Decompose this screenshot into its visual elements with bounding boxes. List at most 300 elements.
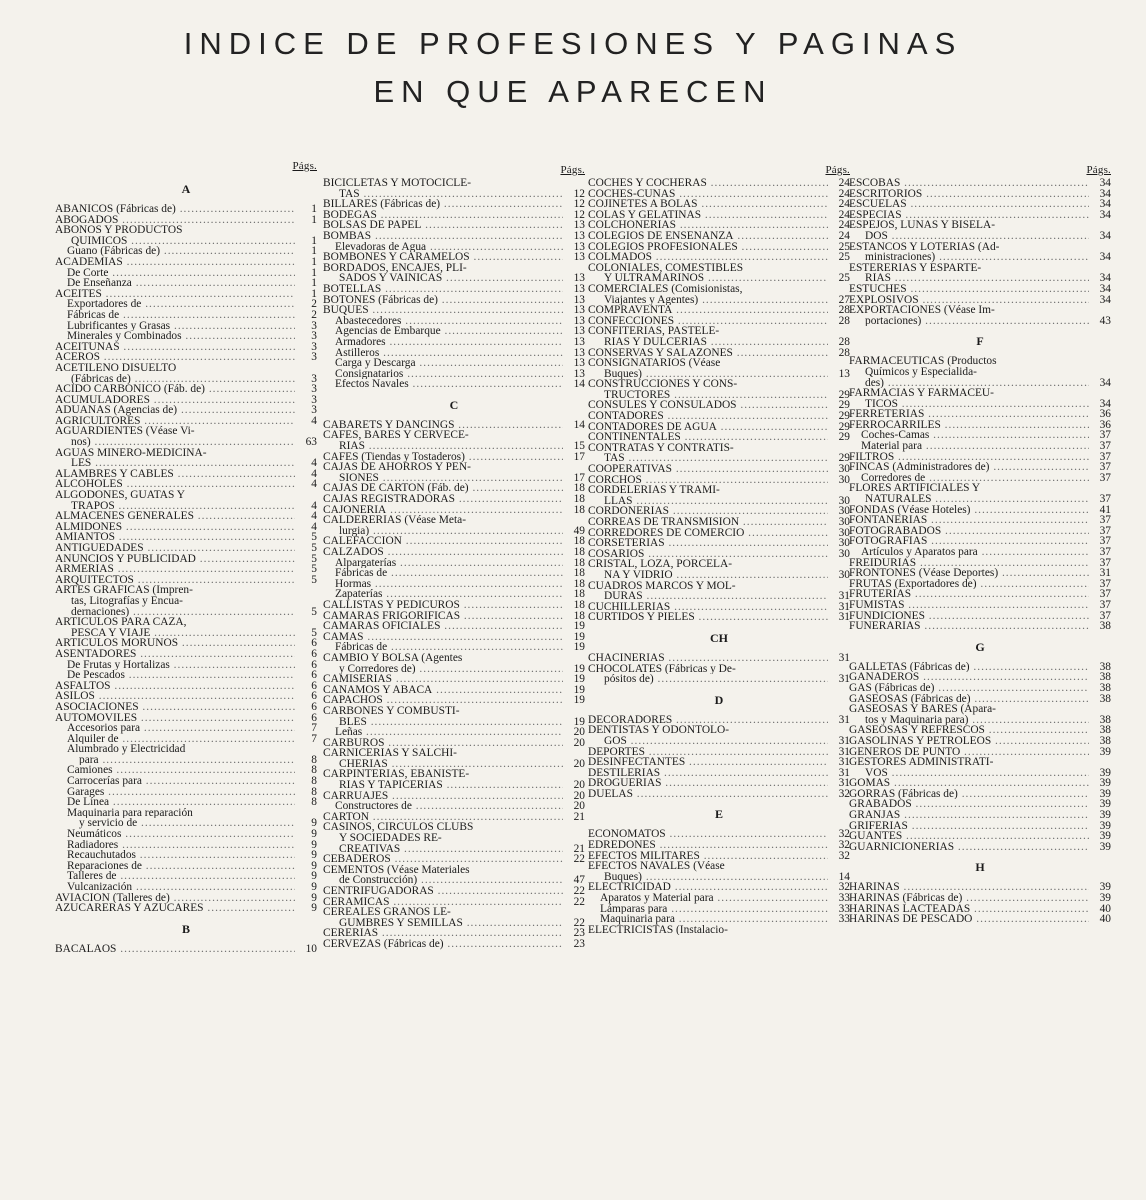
entry-label: CONSULES Y CONSULADOS ..... [588,400,828,411]
entry-page: 10 [305,942,317,955]
pages-header: Págs. [1086,164,1111,176]
entry-page: 39 [1099,798,1111,811]
entry-label: Guano (Fábricas de) ..... [55,246,295,257]
entry-label: tos y Maquinaria para) ..... [849,715,1089,726]
index-entry [849,821,1111,832]
index-entry [588,757,850,768]
entry-page: 31 [838,600,850,613]
entry-label: Y ULTRAMARINOS ..... [588,273,828,284]
index-entry [849,515,1111,526]
index-entry [588,242,850,253]
index-entry [55,670,317,681]
entry-page: 20 [573,800,585,813]
entry-label: DURAS ..... [588,591,828,602]
index-entry [588,559,850,570]
entry-page: 29 [838,410,850,423]
entry-label: COLAS Y GELATINAS ..... [588,210,828,221]
entry-page: 37 [1099,450,1111,463]
entry-page: 19 [573,673,585,686]
index-entry [588,305,850,316]
entry-page: 7 [311,732,317,745]
index-entry [55,204,317,215]
entry-page: 37 [1099,461,1111,474]
entry-label: FOTOGRABADOS ..... [849,526,1089,537]
index-entry [849,430,1111,441]
index-entry [588,326,850,337]
index-entry [55,374,317,385]
index-entry [323,273,585,284]
entry-page: 49 [573,524,585,537]
entry-page: 14 [573,418,585,431]
entry-page: 5 [311,563,317,576]
entry-page: 38 [1099,724,1111,737]
entry-label: ARMERIAS ..... [55,564,295,575]
entry-label: CAMBIO Y BOLSA (Agentes [323,652,463,664]
entry-label: ministraciones) ..... [849,252,1089,263]
entry-page: 18 [573,556,585,569]
index-entry [588,538,850,549]
entry-page: 8 [311,785,317,798]
entry-label: ARTICULOS PARA CAZA, [55,617,187,628]
entry-label: LES ..... [55,458,295,469]
index-entry [588,789,850,800]
index-entry [849,799,1111,810]
index-entry [849,600,1111,611]
entry-label: TAS ..... [588,453,828,464]
entry-page: 5 [311,542,317,554]
index-entry [55,310,317,321]
entry-page: 20 [573,757,585,770]
entry-page: 43 [1099,314,1111,327]
index-entry [849,295,1111,306]
entry-label: Artículos y Aparatos para ..... [849,547,1089,558]
index-entry [55,840,317,851]
entry-label: portaciones) ..... [849,316,1089,327]
entry-label: NATURALES ..... [849,494,1089,505]
entry-page: 13 [573,325,585,338]
index-entry [849,505,1111,516]
entry-page: 4 [311,478,317,491]
index-entry [55,776,317,787]
entry-label: TRAPOS ..... [55,501,295,512]
index-entry [323,791,585,802]
entry-label: COLEGIOS DE ENSEÑANZA ..... [588,231,828,242]
entry-label: ALGODONES, GUATAS Y [55,490,185,501]
entry-label: Aparatos y Material para ..... [588,893,828,904]
entry-label: CALLISTAS Y PEDICUROS ..... [323,600,563,611]
index-entry [323,348,585,359]
entry-label: LLAS ..... [588,496,828,507]
entry-page: 1 [311,245,317,258]
index-entry [323,759,585,770]
index-entry [849,789,1111,800]
entry-label: AGUAS MINERO-MEDICINA- [55,447,207,459]
index-entry [55,437,317,448]
index-entry [849,526,1111,537]
entry-label: CENTRIFUGADORAS ..... [323,886,563,897]
entry-page: 32 [838,881,850,894]
entry-page: 5 [311,531,317,544]
index-entry [849,388,1111,399]
entry-label: Recauchutados ..... [55,850,295,861]
entry-page: 3 [311,351,317,364]
index-entry [588,861,850,872]
index-entry [55,861,317,872]
index-entry [588,263,850,274]
entry-page: 4 [311,510,317,523]
entry-label: COMERCIALES (Comisionistas, [588,283,743,295]
entry-label: Carrocerías para ..... [55,776,295,787]
index-entry [849,263,1111,274]
index-entry [849,704,1111,715]
index-entry [55,734,317,745]
index-column-2 [323,158,585,950]
entry-label: COOPERATIVAS ..... [588,464,828,475]
entry-page: 18 [573,503,585,516]
entry-label: Constructores de ..... [323,801,563,812]
entry-label: BILLARES (Fábricas de) ..... [323,199,563,210]
entry-page: 12 [573,208,585,221]
entry-page: 34 [1099,208,1111,221]
index-entry [588,829,850,840]
index-entry [55,416,317,427]
index-entry [849,715,1111,726]
entry-page: 18 [573,546,585,558]
entry-page: 39 [1099,809,1111,822]
entry-label: para ..... [55,755,295,766]
entry-page: 22 [573,853,585,866]
index-entry [323,865,585,876]
entry-label: PESCA Y VIAJE ..... [55,628,295,639]
entry-page: 20 [573,789,585,802]
index-entry [323,369,585,380]
index-entry [323,801,585,812]
entry-label: HARINAS DE PESCADO ..... [849,914,1089,925]
entry-label: Maquinaria para reparación [67,807,193,819]
entry-label: ABOGADOS ..... [55,215,295,226]
entry-label: Radiadores ..... [55,840,295,851]
index-entry [323,178,585,189]
index-entry [849,441,1111,452]
index-entry [323,316,585,327]
index-entry [849,579,1111,590]
index-entry [849,736,1111,747]
entry-page: 32 [838,787,850,800]
entry-page: 36 [1099,418,1111,431]
entry-label: DOS ..... [849,231,1089,242]
entry-label: EFECTOS MILITARES ..... [588,851,828,862]
index-entry [849,210,1111,221]
index-entry [55,384,317,395]
entry-page: 38 [1099,734,1111,747]
entry-label: GANADEROS ..... [849,672,1089,683]
index-entry [323,632,585,643]
index-entry [323,420,585,431]
entry-label: Accesorios para ..... [55,723,295,734]
entry-label: ASOCIACIONES ..... [55,702,295,713]
entry-page: 9 [311,817,317,830]
index-entry [588,904,850,915]
entry-page: 30 [838,547,850,560]
entry-page: 36 [1099,408,1111,421]
index-entry [55,903,317,914]
index-entry [588,316,850,327]
entry-label: Buques) ..... [588,369,828,380]
index-entry [849,252,1111,263]
entry-label: COCHES Y COCHERAS ..... [588,178,828,189]
entry-label: Exportadores de ..... [55,299,295,310]
entry-page: 34 [1099,198,1111,211]
entry-page: 1 [311,213,317,226]
entry-label: GRABADOS ..... [849,799,1089,810]
entry-label: BOTONES (Fábricas de) ..... [323,295,563,306]
entry-label: DECORADORES ..... [588,715,828,726]
index-entry [588,517,850,528]
entry-page: 37 [1099,535,1111,548]
entry-label: FUNDICIONES ..... [849,611,1089,622]
entry-label: CONSERVAS Y SALAZONES ..... [588,348,828,359]
index-entry [55,321,317,332]
entry-page: 31 [838,590,850,603]
entry-label: GASEOSAS Y BARES (Apara- [849,704,996,715]
index-entry [55,522,317,533]
index-entry [55,246,317,257]
entry-label: HARINAS (Fábricas de) ..... [849,893,1089,904]
entry-label: Garages ..... [55,787,295,798]
entry-label: ACADEMIAS ..... [55,257,295,268]
entry-page: 39 [1099,777,1111,790]
entry-page: 31 [1099,567,1111,580]
section-letter: E [714,807,723,822]
entry-label: Zapaterías ..... [323,589,563,600]
entry-page: 39 [1099,787,1111,800]
index-entry [588,358,850,369]
entry-label: CAMARAS OFICIALES ..... [323,621,563,632]
entry-page: 32 [838,828,850,841]
entry-label: CREATIVAS ..... [323,844,563,855]
entry-label: CARRUAJES ..... [323,791,563,802]
entry-page: 9 [311,902,317,915]
entry-page: 31 [838,756,850,769]
entry-label: ESTANCOS Y LOTERIAS (Ad- [849,241,1000,253]
entry-label: BORDADOS, ENCAJES, PLI- [323,262,467,274]
entry-page: 28 [838,304,850,317]
entry-label: CAJAS REGISTRADORAS ..... [323,494,563,505]
entry-page: 37 [1099,471,1111,484]
entry-page: 13 [573,367,585,380]
index-entry [588,199,850,210]
index-entry [323,579,585,590]
entry-label: ACETILENO DISUELTO [55,362,177,374]
index-entry [849,536,1111,547]
entry-page: 21 [573,842,585,855]
index-entry [55,458,317,469]
entry-label: FLORES ARTIFICIALES Y [849,483,981,495]
entry-label: CURTIDOS Y PIELES ..... [588,612,828,623]
index-entry [588,715,850,726]
entry-page: 28 [838,314,850,327]
entry-page: 1 [311,203,317,215]
entry-page: 8 [311,775,317,788]
entry-label: BLES ..... [323,717,563,728]
entry-page: 39 [1099,840,1111,853]
entry-page: 22 [573,885,585,897]
entry-page: 13 [573,219,585,232]
index-entry [323,483,585,494]
index-entry [588,570,850,581]
index-entry [849,378,1111,389]
entry-page: 34 [1099,272,1111,285]
index-entry [323,875,585,886]
index-entry [323,685,585,696]
entry-label: ASILOS ..... [55,691,295,702]
entry-label: EDREDONES ..... [588,840,828,851]
index-entry [55,405,317,416]
entry-page: 29 [838,399,850,412]
entry-label: CEREALES GRANOS LE- [323,907,451,918]
entry-label: ESCOBAS ..... [849,178,1089,189]
entry-label: y servicio de ..... [55,818,295,829]
entry-page: 34 [1099,397,1111,410]
index-entry [323,621,585,632]
entry-label: AGUARDIENTES (Véase Vi- [55,426,195,438]
index-entry [55,554,317,565]
entry-label: ESCUELAS ..... [849,199,1089,210]
entry-label: Astilleros ..... [323,348,563,359]
index-entry [588,443,850,454]
entry-label: BOMBONES Y CARAMELOS ..... [323,252,563,263]
entry-label: DROGUERIAS ..... [588,778,828,789]
entry-label: CALEFACCION ..... [323,536,563,547]
entry-page: 31 [838,713,850,726]
entry-label: De Enseñanza ..... [55,278,295,289]
entry-page: 24 [838,177,850,189]
index-entry [323,326,585,337]
pages-header: Págs. [560,164,585,176]
entry-page: 6 [311,669,317,682]
index-entry [849,420,1111,431]
entry-label: ARTICULOS MORUNOS ..... [55,638,295,649]
entry-label: CALDERERIAS (Véase Meta- [323,515,466,526]
index-entry [849,452,1111,463]
entry-page: 38 [1099,620,1111,633]
entry-page: 37 [1099,598,1111,611]
entry-page: 19 [573,683,585,696]
index-entry [323,642,585,653]
entry-page: 19 [573,694,585,707]
entry-label: Maquinaria para ..... [588,914,828,925]
index-entry [588,925,850,936]
entry-label: FRUTAS (Exportadores de) ..... [849,579,1089,590]
entry-page: 31 [838,651,850,664]
index-entry [55,649,317,660]
index-entry [588,337,850,348]
entry-label: CABARETS Y DANCINGS ..... [323,420,563,431]
index-entry [588,840,850,851]
index-entry [323,854,585,865]
index-entry [323,939,585,950]
entry-label: CORREDORES DE COMERCIO ..... [588,528,828,539]
entry-page: 38 [1099,671,1111,684]
index-entry [55,882,317,893]
entry-label: Reparaciones de ..... [55,861,295,872]
entry-page: 37 [1099,609,1111,622]
index-entry [849,725,1111,736]
entry-page: 39 [1099,819,1111,832]
entry-label: Viajantes y Agentes) ..... [588,295,828,306]
entry-label: CEMENTOS (Véase Materiales [323,864,470,876]
entry-label: SADOS Y VAINICAS ..... [323,273,563,284]
index-entry [849,178,1111,189]
entry-label: FRUTERIAS ..... [849,589,1089,600]
entry-label: FILTROS ..... [849,452,1089,463]
index-entry [323,199,585,210]
entry-label: CAMISERIAS ..... [323,674,563,685]
entry-label: AGRICULTORES ..... [55,416,295,427]
entry-label: CARTON ..... [323,812,563,823]
entry-label: RIAS Y TAPICERIAS ..... [323,780,563,791]
entry-page: 40 [1099,913,1111,926]
index-entry [849,462,1111,473]
entry-page: 41 [1099,503,1111,516]
entry-label: TAS ..... [323,189,563,200]
entry-page: 13 [573,240,585,253]
entry-label: GRIFERIAS ..... [849,821,1089,832]
index-entry [55,575,317,586]
index-entry [588,422,850,433]
entry-label: ACUMULADORES ..... [55,395,295,406]
index-entry [849,199,1111,210]
index-entry [323,430,585,441]
index-entry [55,596,317,607]
index-entry [323,780,585,791]
entry-page: 13 [573,282,585,295]
entry-label: ALCOHOLES ..... [55,479,295,490]
entry-page: 28 [838,346,850,359]
entry-page: 25 [838,240,850,253]
entry-page: 63 [305,436,317,449]
index-entry [588,914,850,925]
index-entry [55,289,317,300]
section-letter: B [181,921,190,936]
entry-page: 18 [573,577,585,590]
index-entry [55,490,317,501]
entry-page: 40 [1099,902,1111,915]
page-title-line-2: EN QUE APARECEN [373,74,773,109]
entry-page: 31 [838,611,850,624]
section-letter: A [181,182,191,196]
entry-label: tas, Litografías y Encua- [71,595,183,607]
entry-page: 1 [311,287,317,300]
index-entry [323,337,585,348]
index-entry [849,621,1111,632]
index-entry [323,611,585,622]
index-entry [323,494,585,505]
entry-label: ABONOS Y PRODUCTOS [55,225,183,236]
entry-label: CONFECCIONES ..... [588,316,828,327]
entry-label: De Pescados ..... [55,670,295,681]
entry-page: 9 [311,838,317,851]
entry-label: FRONTONES (Véase Deportes) ..... [849,568,1089,579]
index-entry [55,797,317,808]
entry-page: 34 [1099,187,1111,200]
section-letter: G [975,639,985,654]
entry-label: (Fábricas de) ..... [55,374,295,385]
entry-label: AMIANTOS ..... [55,532,295,543]
entry-label: CASINOS, CIRCULOS CLUBS [323,822,474,834]
entry-label: CAFES, BARES Y CERVECE- [323,430,469,442]
index-entry [849,284,1111,295]
